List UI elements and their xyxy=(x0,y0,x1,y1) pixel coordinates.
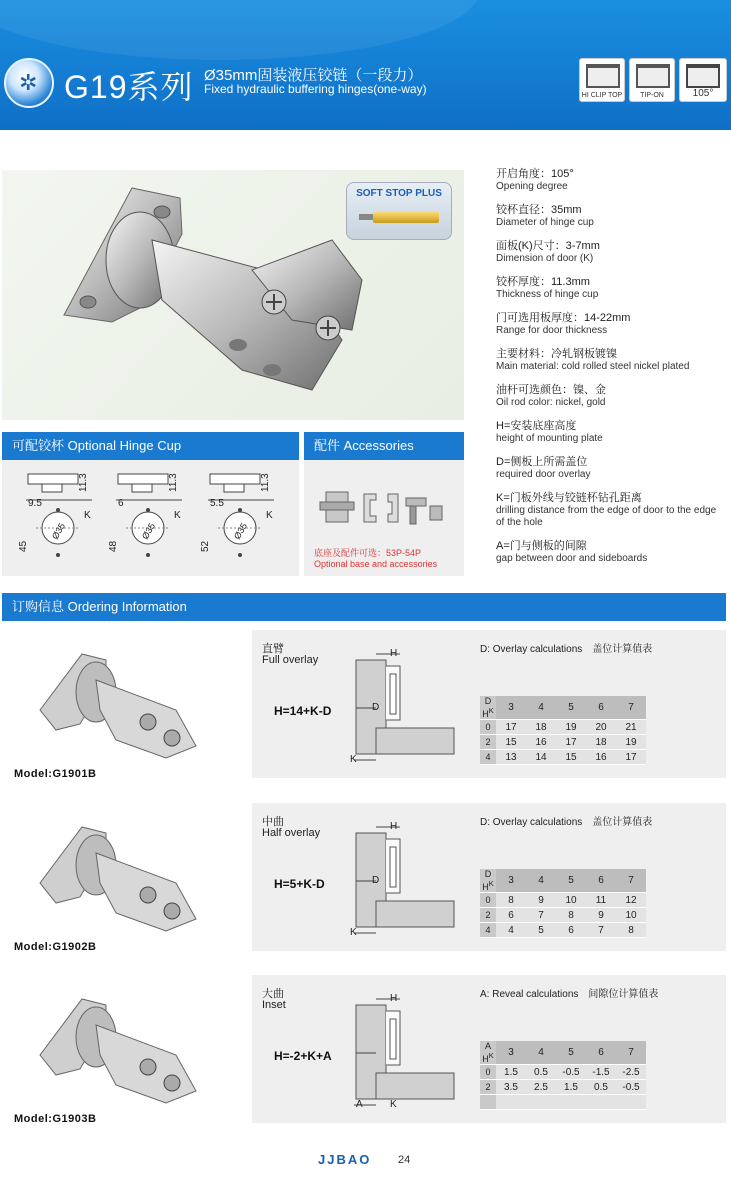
footer-brand-logo: JJBAO xyxy=(318,1152,372,1167)
series-title: G19系列 xyxy=(64,69,194,105)
table-row xyxy=(480,720,646,735)
table-row xyxy=(480,1095,646,1110)
calc-table-title: A: Reveal calculations 间隙位计算值表 xyxy=(480,989,659,1000)
table-corner: D $H^K$ xyxy=(480,869,496,893)
table-cell: 20 xyxy=(586,720,616,735)
table-cell: 19 xyxy=(616,735,646,750)
spec-label-cn: 铰杯直径：35mm xyxy=(496,204,582,216)
installation-diagram xyxy=(346,993,456,1111)
overlay-spec-panel xyxy=(252,630,726,778)
table-cell: 1.5 xyxy=(496,1065,526,1080)
spec-list xyxy=(496,168,726,576)
badge-angle: 105° xyxy=(679,58,727,102)
calc-table-title: D: Overlay calculations 盖位计算值表 xyxy=(480,644,653,655)
cup-thickness-dim: 11.3 xyxy=(78,473,89,492)
overlay-type-cn: 中曲 xyxy=(262,816,284,828)
table-col-header: 6 xyxy=(586,869,616,893)
spec-label-en: Thickness of hinge cup xyxy=(496,289,599,300)
table-cell xyxy=(616,1095,646,1110)
spec-item xyxy=(496,168,726,193)
table-cell: 8 xyxy=(496,893,526,908)
hinge-photo-icon xyxy=(36,823,206,933)
table-header-row xyxy=(480,696,646,720)
spec-label-en: Dimension of door (K) xyxy=(496,253,594,264)
table-col-header: 5 xyxy=(556,696,586,720)
header-banner xyxy=(0,0,731,130)
table-cell: 1.5 xyxy=(556,1080,586,1095)
optional-hinge-cup-header: 可配铰杯 Optional Hinge Cup xyxy=(2,432,299,460)
hinge-cup-drawing xyxy=(200,470,284,570)
table-col-header: 5 xyxy=(556,1041,586,1065)
table-row xyxy=(480,893,646,908)
cup-diameter-label: Ø35 xyxy=(140,521,158,541)
table-col-header: 4 xyxy=(526,869,556,893)
spec-item xyxy=(496,348,726,373)
table-cell: 16 xyxy=(586,750,616,765)
table-col-header: 6 xyxy=(586,1041,616,1065)
d-label: D xyxy=(372,875,380,886)
cup-diameter-label: Ø35 xyxy=(50,521,68,541)
overlay-type-cn: 大曲 xyxy=(262,988,284,1000)
accessories-note: 底座及配件可选：53P-54P Optional base and accessories xyxy=(314,548,438,569)
spec-label-en: required door overlay xyxy=(496,469,591,480)
table-cell: 16 xyxy=(526,735,556,750)
formula: H=5+K-D xyxy=(274,877,325,891)
banner-decoration xyxy=(0,0,480,60)
table-cell: 9 xyxy=(526,893,556,908)
installation-diagram xyxy=(346,648,456,766)
spec-label-cn: K=门板外线与铰链杯钻孔距离 xyxy=(496,492,642,504)
table-col-header: 6 xyxy=(586,696,616,720)
table-cell: 6 xyxy=(496,908,526,923)
spec-label-en: Main material: cold rolled steel nickel plated xyxy=(496,361,690,372)
spec-label-cn: 开启角度：105° xyxy=(496,168,574,180)
table-row xyxy=(480,908,646,923)
table-cell: 4 xyxy=(496,923,526,938)
table-cell: 0.5 xyxy=(586,1080,616,1095)
table-cell: 11 xyxy=(586,893,616,908)
table-cell: -1.5 xyxy=(586,1065,616,1080)
calc-table xyxy=(480,1041,646,1110)
table-col-header: 3 xyxy=(496,1041,526,1065)
table-cell xyxy=(526,1095,556,1110)
spec-label-en: gap between door and sideboards xyxy=(496,553,648,564)
calc-table xyxy=(480,696,646,765)
table-cell: 8 xyxy=(616,923,646,938)
table-cell: -0.5 xyxy=(556,1065,586,1080)
table-cell xyxy=(556,1095,586,1110)
overlay-type-cn: 直臂 xyxy=(262,643,284,655)
spec-item xyxy=(496,312,726,337)
spec-item xyxy=(496,240,726,265)
title-en: Fixed hydraulic buffering hinges(one-way) xyxy=(204,82,427,96)
h-label: H xyxy=(390,993,398,1004)
table-cell: 18 xyxy=(526,720,556,735)
table-row xyxy=(480,1065,646,1080)
table-cell: 15 xyxy=(556,750,586,765)
table-cell: 3.5 xyxy=(496,1080,526,1095)
spec-label-cn: 面板(K)尺寸：3-7mm xyxy=(496,240,600,252)
table-corner: A $H^K$ xyxy=(480,1041,496,1065)
k-label: K xyxy=(350,754,357,765)
ordering-information-header: 订购信息 Ordering Information xyxy=(2,593,726,621)
table-cell: 15 xyxy=(496,735,526,750)
calc-table xyxy=(480,869,646,938)
spec-item xyxy=(496,456,726,481)
table-col-header: 4 xyxy=(526,696,556,720)
table-col-header: 7 xyxy=(616,696,646,720)
product-photo xyxy=(36,650,206,760)
spec-label-cn: 油杆可选颜色：镍、金 xyxy=(496,384,606,396)
table-header-row xyxy=(480,869,646,893)
hero-product-image xyxy=(2,170,464,420)
spec-label-cn: 铰杯厚度：11.3mm xyxy=(496,276,590,288)
spec-item xyxy=(496,492,726,529)
cup-k-label: K xyxy=(84,510,91,521)
table-cell: 0 xyxy=(480,893,496,908)
table-col-header: 7 xyxy=(616,869,646,893)
table-header-row xyxy=(480,1041,646,1065)
table-cell: 14 xyxy=(526,750,556,765)
product-photo xyxy=(36,823,206,933)
formula: H=-2+K+A xyxy=(274,1049,332,1063)
table-corner: D $H^K$ xyxy=(480,696,496,720)
spec-item xyxy=(496,204,726,229)
cup-offset-dim: 6 xyxy=(118,498,124,509)
table-cell: 13 xyxy=(496,750,526,765)
table-row xyxy=(480,1080,646,1095)
table-cell: -2.5 xyxy=(616,1065,646,1080)
spec-label-en: Opening degree xyxy=(496,181,568,192)
cup-hole-dim: 48 xyxy=(108,540,119,552)
table-cell: 19 xyxy=(556,720,586,735)
overlay-type-en: Inset xyxy=(262,999,286,1011)
table-col-header: 3 xyxy=(496,696,526,720)
model-number: Model:G1902B xyxy=(14,941,97,953)
table-cell: 0 xyxy=(480,1065,496,1080)
table-cell: 4 xyxy=(480,750,496,765)
table-col-header: 7 xyxy=(616,1041,646,1065)
installation-diagram xyxy=(346,821,456,939)
accessories-illustration xyxy=(318,488,448,532)
a-label: A xyxy=(356,1099,363,1110)
table-cell: 7 xyxy=(526,908,556,923)
title-cn: Ø35mm固装液压铰链（一段力） xyxy=(204,67,423,84)
hinge-cup-drawing xyxy=(108,470,192,570)
cup-thickness-dim: 11.3 xyxy=(260,473,271,492)
table-cell xyxy=(480,1095,496,1110)
table-col-header: 5 xyxy=(556,869,586,893)
cup-diameter-label: Ø35 xyxy=(232,521,250,541)
table-col-header: 4 xyxy=(526,1041,556,1065)
spec-label-cn: 主要材料：冷轧钢板镀镍 xyxy=(496,348,617,360)
cup-offset-dim: 5.5 xyxy=(210,498,224,509)
table-cell: 8 xyxy=(556,908,586,923)
table-cell: 12 xyxy=(616,893,646,908)
cup-thickness-dim: 11.3 xyxy=(168,473,179,492)
overlay-spec-panel xyxy=(252,975,726,1123)
soft-stop-plus-badge: SOFT STOP PLUS xyxy=(346,182,452,240)
table-cell: 0 xyxy=(480,720,496,735)
table-cell: 7 xyxy=(586,923,616,938)
k-label: K xyxy=(390,1099,397,1110)
table-cell xyxy=(586,1095,616,1110)
overlay-type-en: Full overlay xyxy=(262,654,319,666)
accessories-header: 配件 Accessories xyxy=(304,432,464,460)
cup-k-label: K xyxy=(266,510,273,521)
spec-item xyxy=(496,384,726,409)
table-row xyxy=(480,750,646,765)
spec-label-cn: 门可选用板厚度：14-22mm xyxy=(496,312,631,324)
hinge-cup-drawing xyxy=(18,470,102,570)
oil-rod-icon xyxy=(373,211,439,223)
spec-item xyxy=(496,276,726,301)
table-cell: 9 xyxy=(586,908,616,923)
table-cell: 17 xyxy=(616,750,646,765)
table-cell: 17 xyxy=(496,720,526,735)
table-cell: 2 xyxy=(480,1080,496,1095)
table-cell: 17 xyxy=(556,735,586,750)
table-cell: 2 xyxy=(480,908,496,923)
brand-logo-icon: ✲ xyxy=(4,58,54,108)
formula: H=14+K-D xyxy=(274,704,332,718)
hinge-photo-icon xyxy=(36,995,206,1105)
overlay-spec-panel xyxy=(252,803,726,951)
spec-item xyxy=(496,420,726,445)
spec-label-en: height of mounting plate xyxy=(496,433,603,444)
hinge-clip-icon xyxy=(586,64,620,88)
product-photo xyxy=(36,995,206,1105)
cup-k-label: K xyxy=(174,510,181,521)
table-row xyxy=(480,735,646,750)
spec-label-en: Oil rod color: nickel, gold xyxy=(496,397,606,408)
table-col-header: 3 xyxy=(496,869,526,893)
k-label: K xyxy=(350,927,357,938)
table-cell: 0.5 xyxy=(526,1065,556,1080)
cup-hole-dim: 45 xyxy=(18,540,29,552)
table-cell: 2.5 xyxy=(526,1080,556,1095)
cup-offset-dim: 9.5 xyxy=(28,498,42,509)
table-cell: 2 xyxy=(480,735,496,750)
hinge-photo-icon xyxy=(36,650,206,760)
table-row xyxy=(480,923,646,938)
table-cell: 10 xyxy=(556,893,586,908)
spec-label-en: Range for door thickness xyxy=(496,325,608,336)
table-cell: 6 xyxy=(556,923,586,938)
table-cell: 4 xyxy=(480,923,496,938)
badge-hi-clip-top: HI CLIP TOP xyxy=(579,58,625,102)
tip-on-icon xyxy=(636,64,670,88)
calc-table-title: D: Overlay calculations 盖位计算值表 xyxy=(480,817,653,828)
h-label: H xyxy=(390,821,398,832)
h-label: H xyxy=(390,648,398,659)
spec-label-en: Diameter of hinge cup xyxy=(496,217,594,228)
table-cell: 10 xyxy=(616,908,646,923)
overlay-type-en: Half overlay xyxy=(262,827,321,839)
table-cell: 5 xyxy=(526,923,556,938)
badge-tip-on: TIP-ON xyxy=(629,58,675,102)
table-cell: 18 xyxy=(586,735,616,750)
page-number: 24 xyxy=(398,1154,411,1166)
spec-item xyxy=(496,540,726,565)
table-cell xyxy=(496,1095,526,1110)
spec-label-cn: H=安装底座高度 xyxy=(496,420,577,432)
table-cell: 21 xyxy=(616,720,646,735)
cup-hole-dim: 52 xyxy=(200,540,211,552)
spec-label-cn: A=门与侧板的间隙 xyxy=(496,540,587,552)
spec-label-cn: D=侧板上所需盖位 xyxy=(496,456,588,468)
opening-angle-icon xyxy=(686,64,720,88)
d-label: D xyxy=(372,702,380,713)
model-number: Model:G1903B xyxy=(14,1113,97,1125)
table-cell: -0.5 xyxy=(616,1080,646,1095)
model-number: Model:G1901B xyxy=(14,768,97,780)
spec-label-en: drilling distance from the edge of door to the edge of the hole xyxy=(496,505,717,528)
